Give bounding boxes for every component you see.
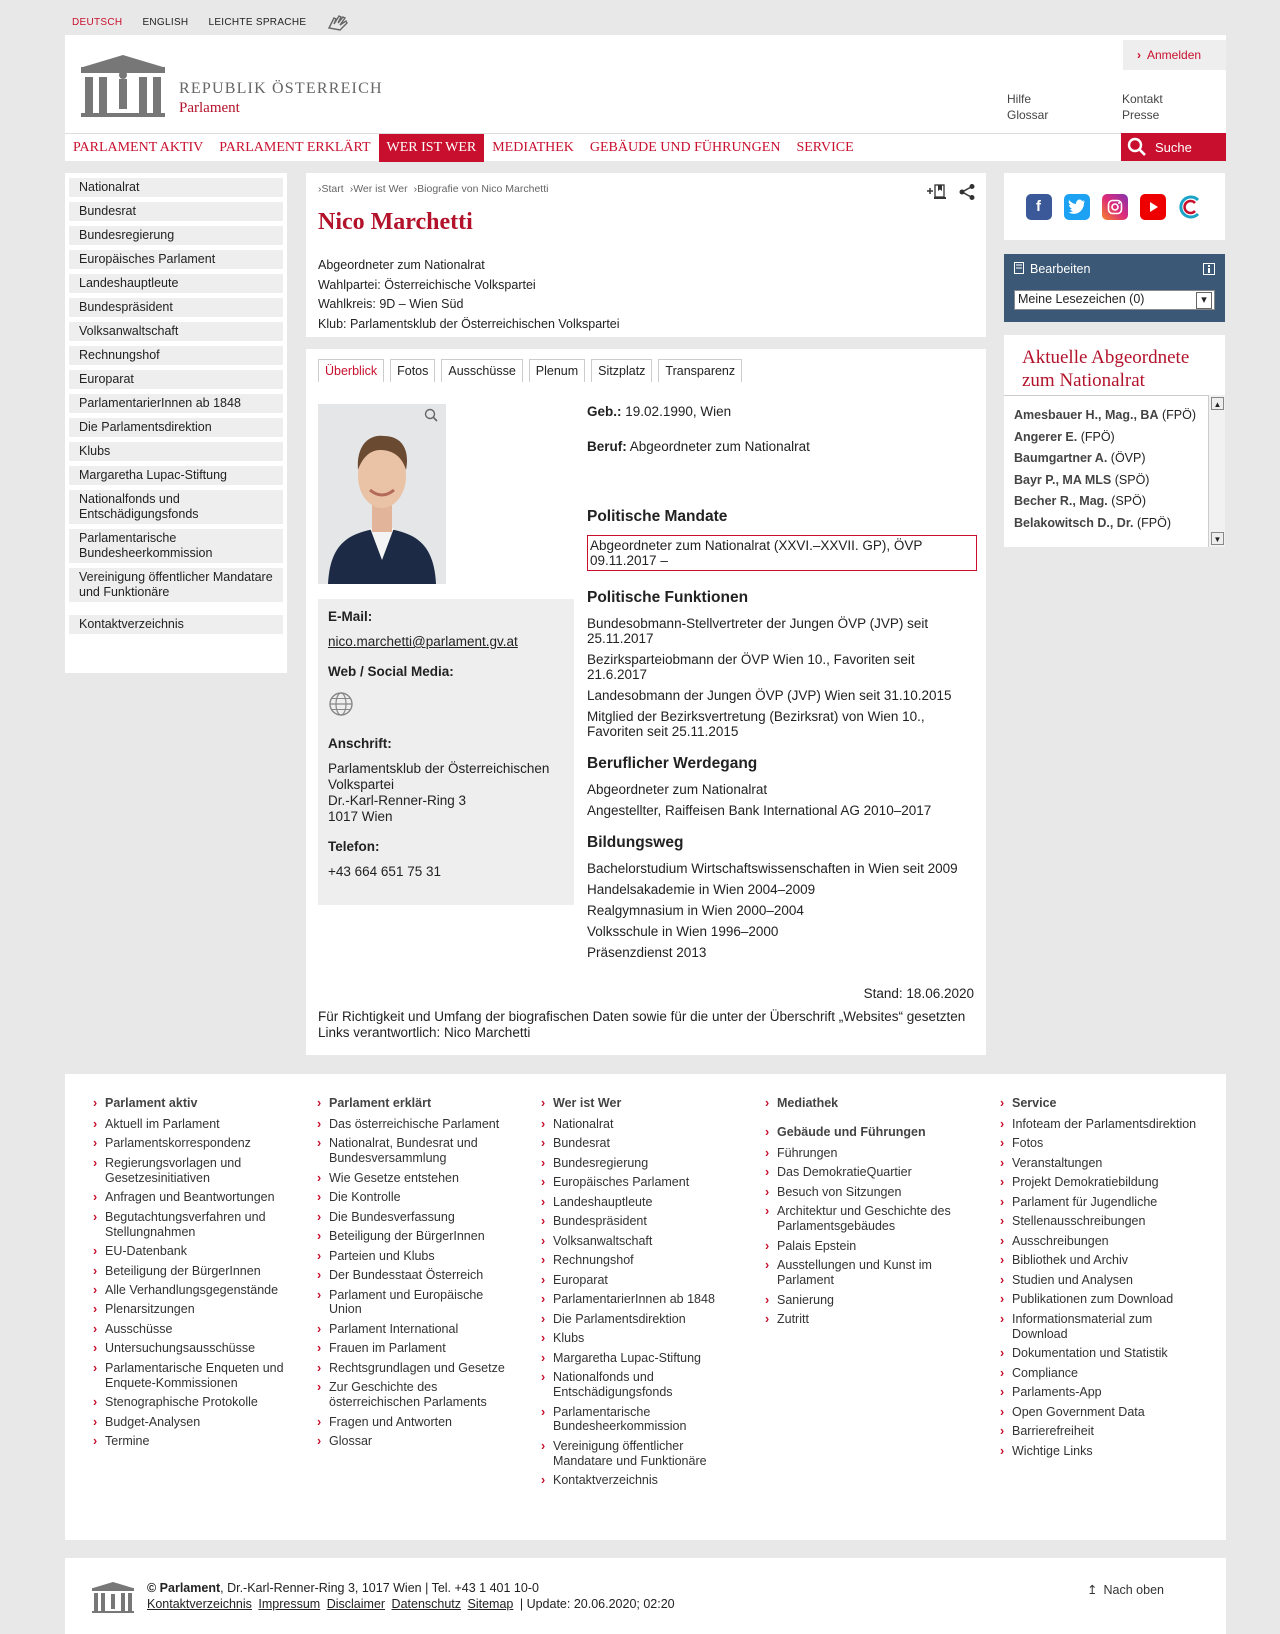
sitemap-heading[interactable]: › Gebäude und Führungen (765, 1125, 965, 1139)
deputies-box (1004, 335, 1225, 547)
sitemap-link[interactable]: › Fragen und Antworten (317, 1415, 517, 1430)
sitemap-link[interactable]: › Führungen (765, 1146, 965, 1161)
social-media-box (1004, 173, 1225, 240)
sitemap-link[interactable]: › Kontaktverzeichnis (541, 1473, 741, 1488)
sitemap-link[interactable]: › Alle Verhandlungsgegenstände (93, 1283, 293, 1298)
leftnav-item[interactable]: Rechnungshof (69, 346, 283, 365)
breadcrumb-wer-ist-wer[interactable]: › Wer ist Wer (350, 183, 408, 195)
leftnav-item[interactable]: Bundesrat (69, 202, 283, 221)
stand-date: Stand: 18.06.2020 (863, 986, 974, 1001)
leftnav-item[interactable]: Klubs (69, 442, 283, 461)
function-item: Bezirksparteiobmann der ÖVP Wien 10., Favoriten seit 21.6.2017 (587, 652, 915, 682)
site-footer (65, 1558, 1226, 1634)
globe-icon[interactable] (328, 691, 354, 717)
tab-ueberblick[interactable]: Überblick (318, 359, 384, 382)
sitemap-link[interactable]: › Das österreichische Parlament (317, 1117, 517, 1132)
sitemap-link[interactable]: › Volksanwaltschaft (541, 1234, 741, 1249)
address-line: Dr.-Karl-Renner-Ring 3 (328, 793, 467, 808)
deputies-list (1004, 395, 1208, 547)
sitemap-link[interactable]: › Margaretha Lupac-Stiftung (541, 1351, 741, 1366)
nav-parlament-aktiv[interactable]: PARLAMENT AKTIV (73, 140, 204, 155)
leftnav-item[interactable]: Nationalfonds und Entschädigungsfonds (69, 490, 283, 524)
sitemap-col-mediathek (765, 1096, 965, 1331)
sitemap-link[interactable]: › Termine (93, 1434, 293, 1449)
sitemap-link[interactable]: › Compliance (1000, 1366, 1200, 1381)
education-item: Realgymnasium in Wien 2000–2004 (587, 903, 804, 918)
back-to-top-link[interactable]: ↥ Nach oben (1087, 1583, 1164, 1597)
footer-update: | Update: 20.06.2020; 02:20 (519, 1597, 675, 1611)
address-label: Anschrift: (328, 736, 392, 751)
sitemap-link[interactable]: › Europäisches Parlament (541, 1175, 741, 1190)
sitemap-link[interactable]: › Barrierefreiheit (1000, 1424, 1200, 1439)
career-item: Angestellter, Raiffeisen Bank International AG 2010–2017 (587, 803, 932, 818)
portrait-image (318, 404, 446, 584)
sitemap-link[interactable]: › Nationalfonds und Entschädigungsfonds (541, 1370, 741, 1400)
deputy-item[interactable]: Bayr P., MA MLS (SPÖ) (1014, 472, 1150, 487)
lang-deutsch[interactable]: DEUTSCH (72, 16, 123, 28)
job-fact: Beruf: Abgeordneter zum Nationalrat (587, 439, 810, 454)
intro-lines (318, 256, 974, 334)
scroll-down-icon[interactable]: ▼ (1211, 532, 1224, 545)
site-logo[interactable] (79, 53, 383, 117)
deputy-item[interactable]: Baumgartner A. (ÖVP) (1014, 451, 1146, 465)
edit-label[interactable]: Bearbeiten (1014, 262, 1090, 276)
deputies-title: Aktuelle Abgeordnete zum Nationalrat (1022, 347, 1190, 391)
person-photo[interactable] (318, 404, 446, 584)
help-link[interactable]: Hilfe (1007, 92, 1032, 106)
sitemap-link[interactable]: › Rechnungshof (541, 1253, 741, 1268)
sitemap-link[interactable]: › Glossar (317, 1434, 517, 1449)
header-links (1007, 92, 1227, 122)
sitemap-link[interactable]: › Informationsmaterial zum Download (1000, 1312, 1200, 1342)
contact-link[interactable]: Kontakt (1122, 92, 1163, 106)
footer-link-datenschutz[interactable]: Datenschutz (391, 1597, 462, 1611)
left-navigation (65, 173, 287, 673)
sitemap-link[interactable]: › Landeshauptleute (541, 1195, 741, 1210)
sitemap-link[interactable]: › Parlament für Jugendliche (1000, 1195, 1200, 1210)
function-item: Mitglied der Bezirksvertretung (Bezirksrat) von Wien 10., Favoriten seit 25.11.2015 (587, 709, 925, 739)
address-line: 1017 Wien (328, 809, 393, 824)
sitemap-link[interactable]: › Bundesrat (541, 1136, 741, 1151)
web-label: Web / Social Media: (328, 664, 454, 679)
facebook-icon[interactable]: f (1026, 194, 1052, 220)
education-item: Handelsakademie in Wien 2004–2009 (587, 882, 816, 897)
sitemap-link[interactable]: › Infoteam der Parlamentsdirektion (1000, 1117, 1200, 1132)
sitemap-link[interactable]: › Bundesregierung (541, 1156, 741, 1171)
sitemap-link[interactable]: › Wichtige Links (1000, 1444, 1200, 1459)
edit-panel (1004, 254, 1225, 322)
function-item: Landesobmann der Jungen ÖVP (JVP) Wien seit 31.10.2015 (587, 688, 952, 703)
sitemap-link[interactable]: › Die Parlamentsdirektion (541, 1312, 741, 1327)
sitemap-link[interactable]: › Parlamentarische Bundesheerkommission (541, 1405, 741, 1435)
responsibility-note: Für Richtigkeit und Umfang der biografischen Daten sowie für die unter der Überschrift „Websites“ gesetzten Links verantwortlich: Nico Marchetti (318, 1009, 966, 1040)
mandate-entry: Abgeordneter zum Nationalrat (XXVI.–XXVII. GP), ÖVP 09.11.2017 – (587, 535, 977, 571)
sitemap-link[interactable]: › Nationalrat, Bundesrat und Bundesversammlung (317, 1136, 517, 1166)
page-tools (926, 183, 976, 201)
main-navigation (65, 133, 1226, 161)
sitemap-link[interactable]: › Stellenausschreibungen (1000, 1214, 1200, 1229)
education-item: Bachelorstudium Wirtschaftswissenschaften in Wien seit 2009 (587, 861, 958, 876)
sitemap-heading[interactable]: › Parlament erklärt (317, 1096, 517, 1110)
leftnav-item[interactable]: Bundespräsident (69, 298, 283, 317)
sitemap-link[interactable]: › Wie Gesetze entstehen (317, 1171, 517, 1186)
sitemap-link[interactable]: › Parteien und Klubs (317, 1249, 517, 1264)
instagram-icon[interactable] (1102, 194, 1128, 220)
sitemap-link[interactable]: › Beteiligung der BürgerInnen (317, 1229, 517, 1244)
sitemap-link[interactable]: › ParlamentarierInnen ab 1848 (541, 1292, 741, 1307)
deputy-item[interactable]: Belakowitsch D., Dr. (FPÖ) (1014, 515, 1171, 530)
sitemap-link[interactable]: › Parlamentskorrespondenz (93, 1136, 293, 1151)
podcast-icon[interactable] (1178, 194, 1204, 220)
sitemap-link[interactable]: › Europarat (541, 1273, 741, 1288)
deputy-item[interactable]: Amesbauer H., Mag., BA (FPÖ) (1014, 408, 1196, 422)
search-icon (1127, 137, 1147, 157)
lang-english[interactable]: ENGLISH (142, 16, 189, 28)
intro-line: Abgeordneter zum Nationalrat (318, 258, 485, 272)
site-header (65, 35, 1226, 161)
search-button[interactable]: Suche (1121, 133, 1226, 161)
footer-sitemap (65, 1074, 1226, 1540)
tab-plenum[interactable]: Plenum (529, 359, 585, 382)
footer-copyright: © Parlament (147, 1581, 221, 1595)
phone-label: Telefon: (328, 839, 380, 854)
leftnav-item[interactable]: Landeshauptleute (69, 274, 283, 293)
footer-link-kontakt[interactable]: Kontaktverzeichnis (147, 1597, 252, 1611)
leftnav-item[interactable]: Vereinigung öffentlicher Mandatare und Funktionäre (69, 568, 283, 602)
nav-parlament-erklaert[interactable]: PARLAMENT ERKLÄRT (219, 140, 371, 155)
education-heading: Bildungsweg (587, 834, 684, 851)
sitemap-link[interactable]: › Open Government Data (1000, 1405, 1200, 1420)
sitemap-link[interactable]: › Architektur und Geschichte des Parlamentsgebäudes (765, 1204, 965, 1234)
sitemap-link[interactable]: › Aktuell im Parlament (93, 1117, 293, 1132)
sitemap-link[interactable]: › Parlaments-App (1000, 1385, 1200, 1400)
login-button[interactable]: › Anmelden (1123, 40, 1226, 70)
sitemap-link[interactable]: › Bibliothek und Archiv (1000, 1253, 1200, 1268)
footer-link-disclaimer[interactable]: Disclaimer (326, 1597, 386, 1611)
lang-leichte-sprache[interactable]: LEICHTE SPRACHE (208, 16, 307, 28)
sitemap-col-service (1000, 1096, 1200, 1463)
address-line: Parlamentsklub der Österreichischen Volkspartei (328, 761, 550, 792)
sitemap-heading[interactable]: › Mediathek (765, 1096, 965, 1110)
sitemap-link[interactable]: › Parlament International (317, 1322, 517, 1337)
youtube-icon[interactable] (1140, 194, 1166, 220)
leftnav-item[interactable]: Margaretha Lupac-Stiftung (69, 466, 283, 485)
sitemap-link[interactable]: › Besuch von Sitzungen (765, 1185, 965, 1200)
profile-tabs (318, 359, 742, 382)
share-icon[interactable] (958, 183, 976, 201)
leftnav-item[interactable]: ParlamentarierInnen ab 1848 (69, 394, 283, 413)
nav-service[interactable]: SERVICE (796, 140, 854, 155)
sitemap-heading[interactable]: › Wer ist Wer (541, 1096, 741, 1110)
info-icon[interactable] (1203, 263, 1215, 275)
sitemap-link[interactable]: › Fotos (1000, 1136, 1200, 1151)
zoom-icon[interactable] (424, 408, 438, 422)
sitemap-link[interactable]: › Ausstellungen und Kunst im Parlament (765, 1258, 965, 1288)
phone-number: +43 664 651 75 31 (328, 864, 441, 879)
intro-line: Klub: Parlamentsklub der Österreichischen Volkspartei (318, 316, 620, 331)
sitemap-col-erklaert (317, 1096, 517, 1454)
contact-box (318, 599, 574, 905)
bookmark-icon (1014, 262, 1024, 274)
email-link[interactable]: nico.marchetti@parlament.gv.at (328, 634, 518, 649)
footer-link-impressum[interactable]: Impressum (258, 1597, 321, 1611)
footer-link-sitemap[interactable]: Sitemap (467, 1597, 514, 1611)
leftnav-item[interactable]: Volksanwaltschaft (69, 322, 283, 341)
sitemap-link[interactable]: › Begutachtungsverfahren und Stellungnahmen (93, 1210, 293, 1240)
sitemap-link[interactable]: › Regierungsvorlagen und Gesetzesinitiativen (93, 1156, 293, 1186)
sitemap-link[interactable]: › Untersuchungsausschüsse (93, 1341, 293, 1356)
nav-gebaeude[interactable]: GEBÄUDE UND FÜHRUNGEN (589, 140, 781, 155)
functions-heading: Politische Funktionen (587, 589, 749, 606)
leftnav-item-kontaktverzeichnis[interactable]: Kontaktverzeichnis (69, 615, 283, 634)
sitemap-link[interactable]: › Die Kontrolle (317, 1190, 517, 1205)
sitemap-link[interactable]: › Anfragen und Beantwortungen (93, 1190, 293, 1205)
breadcrumb (318, 183, 974, 195)
sitemap-link[interactable]: › Projekt Demokratiebildung (1000, 1175, 1200, 1190)
sitemap-link[interactable]: › Ausschüsse (93, 1322, 293, 1337)
sitemap-link[interactable]: › Klubs (541, 1331, 741, 1346)
glossary-link[interactable]: Glossar (1007, 108, 1049, 122)
press-link[interactable]: Presse (1122, 108, 1160, 122)
sitemap-heading[interactable]: › Parlament aktiv (93, 1096, 293, 1110)
tab-transparenz[interactable]: Transparenz (658, 359, 742, 382)
intro-line: Wahlkreis: 9D – Wien Süd (318, 297, 464, 311)
nav-wer-ist-wer[interactable]: WER IST WER (379, 134, 485, 162)
sitemap-link[interactable]: › Rechtsgrundlagen und Gesetze (317, 1361, 517, 1376)
sitemap-link[interactable]: › Beteiligung der BürgerInnen (93, 1264, 293, 1279)
deputy-item[interactable]: Becher R., Mag. (SPÖ) (1014, 494, 1146, 508)
nav-mediathek[interactable]: MEDIATHEK (492, 140, 574, 155)
mandate-heading: Politische Mandate (587, 508, 728, 525)
career-heading: Beruflicher Werdegang (587, 755, 758, 772)
sitemap-link[interactable]: › Dokumentation und Statistik (1000, 1346, 1200, 1361)
person-name: Nico Marchetti (318, 209, 473, 235)
email-label: E-Mail: (328, 609, 373, 624)
sitemap-link[interactable]: › Sanierung (765, 1293, 965, 1308)
sitemap-link[interactable]: › Zutritt (765, 1312, 965, 1327)
profile-panel (306, 349, 986, 1055)
sitemap-link[interactable]: › Bundespräsident (541, 1214, 741, 1229)
sitemap-link[interactable]: › Parlament und Europäische Union (317, 1288, 517, 1318)
sitemap-link[interactable]: › Die Bundesverfassung (317, 1210, 517, 1225)
sitemap-link[interactable]: › Das DemokratieQuartier (765, 1165, 965, 1180)
leftnav-item[interactable]: Europarat (69, 370, 283, 389)
sitemap-col-wer-ist-wer (541, 1096, 741, 1493)
logo-line2: Parlament (179, 100, 240, 116)
education-item: Volksschule in Wien 1996–2000 (587, 924, 779, 939)
sitemap-link[interactable]: › EU-Datenbank (93, 1244, 293, 1259)
leftnav-item[interactable]: Die Parlamentsdirektion (69, 418, 283, 437)
arrow-up-icon: ↥ (1087, 1583, 1098, 1597)
bookmarks-select[interactable]: Meine Lesezeichen (0) ▾ (1014, 290, 1215, 310)
sitemap-link[interactable]: › Stenographische Protokolle (93, 1395, 293, 1410)
sign-language-icon[interactable] (326, 12, 352, 32)
intro-line: Wahlpartei: Österreichische Volkspartei (318, 277, 536, 292)
parliament-footer-logo-icon[interactable] (91, 1581, 135, 1613)
sitemap-link[interactable]: › Plenarsitzungen (93, 1302, 293, 1317)
twitter-icon[interactable] (1064, 194, 1090, 220)
breadcrumb-start[interactable]: › Start (318, 183, 344, 195)
tab-fotos[interactable]: Fotos (390, 359, 435, 382)
scroll-up-icon[interactable]: ▲ (1211, 397, 1224, 410)
sitemap-link[interactable]: › Zur Geschichte des österreichischen Parlaments (317, 1380, 517, 1410)
sitemap-link[interactable]: › Der Bundesstaat Österreich (317, 1268, 517, 1283)
sitemap-heading[interactable]: › Service (1000, 1096, 1200, 1110)
education-item: Präsenzdienst 2013 (587, 945, 707, 960)
breadcrumb-current: › Biografie von Nico Marchetti (414, 183, 549, 195)
sitemap-link[interactable]: › Studien und Analysen (1000, 1273, 1200, 1288)
sitemap-col-aktiv (93, 1096, 293, 1454)
tab-ausschuesse[interactable]: Ausschüsse (441, 359, 522, 382)
sitemap-link[interactable]: › Ausschreibungen (1000, 1234, 1200, 1249)
leftnav-item[interactable]: Parlamentarische Bundesheerkommission (69, 529, 283, 563)
language-bar (72, 12, 352, 32)
leftnav-item[interactable]: Bundesregierung (69, 226, 283, 245)
sitemap-link[interactable]: › Vereinigung öffentlicher Mandatare und Funktionäre (541, 1439, 741, 1469)
leftnav-item[interactable]: Europäisches Parlament (69, 250, 283, 269)
bookmark-add-icon[interactable] (926, 183, 948, 201)
deputy-item[interactable]: Angerer E. (FPÖ) (1014, 429, 1115, 444)
career-item: Abgeordneter zum Nationalrat (587, 782, 768, 797)
birth-fact: Geb.: 19.02.1990, Wien (587, 404, 732, 419)
sitemap-link[interactable]: › Veranstaltungen (1000, 1156, 1200, 1171)
bio-facts (587, 404, 977, 966)
sitemap-link[interactable]: › Publikationen zum Download (1000, 1292, 1200, 1307)
leftnav-item[interactable]: Nationalrat (69, 178, 283, 197)
deputies-scrollbar[interactable] (1208, 395, 1225, 547)
footer-address: , Dr.-Karl-Renner-Ring 3, 1017 Wien | Tel. +43 1 401 10-0 (220, 1581, 539, 1595)
sitemap-link[interactable]: › Parlamentarische Enqueten und Enquete-Kommissionen (93, 1361, 293, 1391)
sitemap-link[interactable]: › Frauen im Parlament (317, 1341, 517, 1356)
footer-text (147, 1580, 675, 1612)
person-intro (306, 173, 986, 337)
sitemap-link[interactable]: › Palais Epstein (765, 1239, 965, 1254)
parliament-building-icon (79, 53, 167, 117)
function-item: Bundesobmann-Stellvertreter der Jungen ÖVP (JVP) seit 25.11.2017 (587, 616, 929, 646)
sitemap-link[interactable]: › Budget-Analysen (93, 1415, 293, 1430)
logo-line1: REPUBLIK ÖSTERREICH (179, 80, 383, 97)
tab-sitzplatz[interactable]: Sitzplatz (591, 359, 652, 382)
address (328, 761, 564, 825)
sitemap-link[interactable]: › Nationalrat (541, 1117, 741, 1132)
